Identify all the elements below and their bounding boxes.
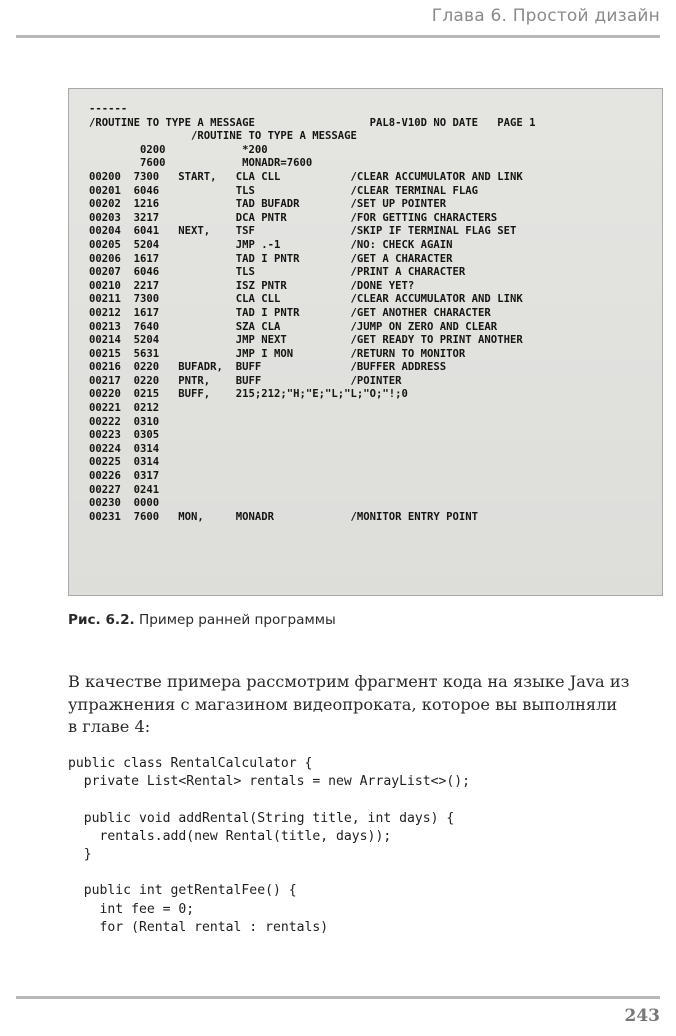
- listing-line: 00217 0220 PNTR, BUFF /POINTER: [89, 374, 402, 387]
- listing-line: /ROUTINE TO TYPE A MESSAGE: [89, 130, 357, 143]
- code-line: private List<Rental> rentals = new ArrayList<>();: [68, 774, 471, 790]
- listing-line: 00206 1617 TAD I PNTR /GET A CHARACTER: [89, 252, 453, 265]
- listing-line: 00224 0314: [89, 442, 160, 455]
- listing-line: 00204 6041 NEXT, TSF /SKIP IF TERMINAL FLAG SET: [89, 225, 517, 238]
- figure-caption-label: Рис. 6.2.: [68, 612, 135, 628]
- body-paragraph: [68, 671, 668, 739]
- page-number: 243: [624, 1006, 660, 1026]
- paragraph-line: упражнения с магазином видеопроката, которое вы выполняли: [68, 694, 618, 714]
- listing-line: 00225 0314: [89, 456, 160, 469]
- listing-line: 00230 0000: [89, 497, 160, 510]
- listing-line: 7600 MONADR=7600: [89, 157, 313, 170]
- listing-line: 00207 6046 TLS /PRINT A CHARACTER: [89, 266, 466, 279]
- listing-line: 00203 3217 DCA PNTR /FOR GETTING CHARACTERS: [89, 211, 498, 224]
- listing-line: 00220 0215 BUFF, 215;212;"H;"E;"L;"L;"O;"!;0: [89, 388, 408, 401]
- listing-line: /ROUTINE TO TYPE A MESSAGE PAL8-V10D NO DATE PAGE 1: [89, 116, 536, 129]
- footer-divider: [16, 996, 660, 999]
- listing-line: 00201 6046 TLS /CLEAR TERMINAL FLAG: [89, 184, 479, 197]
- figure-caption-text: Пример ранней программы: [134, 612, 336, 628]
- listing-line: 00214 5204 JMP NEXT /GET READY TO PRINT ANOTHER: [89, 334, 523, 347]
- paragraph-line: в главе 4:: [68, 717, 151, 736]
- listing-line: 00223 0305: [89, 429, 160, 442]
- listing-line: ------: [89, 103, 128, 115]
- java-code-block: [68, 755, 470, 937]
- listing-line: 00212 1617 TAD I PNTR /GET ANOTHER CHARACTER: [89, 306, 491, 319]
- page-header: [0, 0, 676, 40]
- listing-line: 00211 7300 CLA CLL /CLEAR ACCUMULATOR AND LINK: [89, 293, 523, 306]
- code-line: rentals.add(new Rental(title, days));: [68, 828, 392, 844]
- listing-line: 00226 0317: [89, 470, 160, 483]
- listing-line: 00227 0241: [89, 483, 160, 496]
- figure-caption: [68, 612, 336, 628]
- code-line: for (Rental rental : rentals): [68, 919, 329, 935]
- listing-line: 00231 7600 MON, MONADR /MONITOR ENTRY POINT: [89, 510, 479, 523]
- listing-line: 00222 0310: [89, 415, 160, 428]
- code-line: public int getRentalFee() {: [68, 883, 297, 899]
- program-listing-figure: [68, 88, 663, 596]
- listing-line: 00210 2217 ISZ PNTR /DONE YET?: [89, 279, 415, 292]
- code-line: }: [68, 847, 92, 862]
- listing-line: 00205 5204 JMP .-1 /NO: CHECK AGAIN: [89, 238, 453, 251]
- listing-line: 00215 5631 JMP I MON /RETURN TO MONITOR: [89, 347, 466, 360]
- listing-line: 00221 0212: [89, 402, 160, 415]
- listing-line: 0200 *200: [89, 143, 268, 156]
- code-line: public class RentalCalculator {: [68, 756, 313, 771]
- code-line: public void addRental(String title, int days) {: [68, 810, 455, 826]
- code-line: int fee = 0;: [68, 901, 195, 917]
- paragraph-line: В качестве примера рассмотрим фрагмент кода на языке Java из: [68, 672, 630, 691]
- code-line: [68, 864, 470, 882]
- listing-line: 00202 1216 TAD BUFADR /SET UP POINTER: [89, 198, 447, 211]
- header-divider: [16, 35, 660, 38]
- listing-line: 00213 7640 SZA CLA /JUMP ON ZERO AND CLEAR: [89, 320, 498, 333]
- assembly-listing: [89, 103, 535, 524]
- listing-line: 00216 0220 BUFADR, BUFF /BUFFER ADDRESS: [89, 361, 447, 374]
- code-line: [68, 791, 470, 809]
- listing-line: 00200 7300 START, CLA CLL /CLEAR ACCUMULATOR AND LINK: [89, 170, 523, 183]
- chapter-title: Глава 6. Простой дизайн: [431, 6, 660, 26]
